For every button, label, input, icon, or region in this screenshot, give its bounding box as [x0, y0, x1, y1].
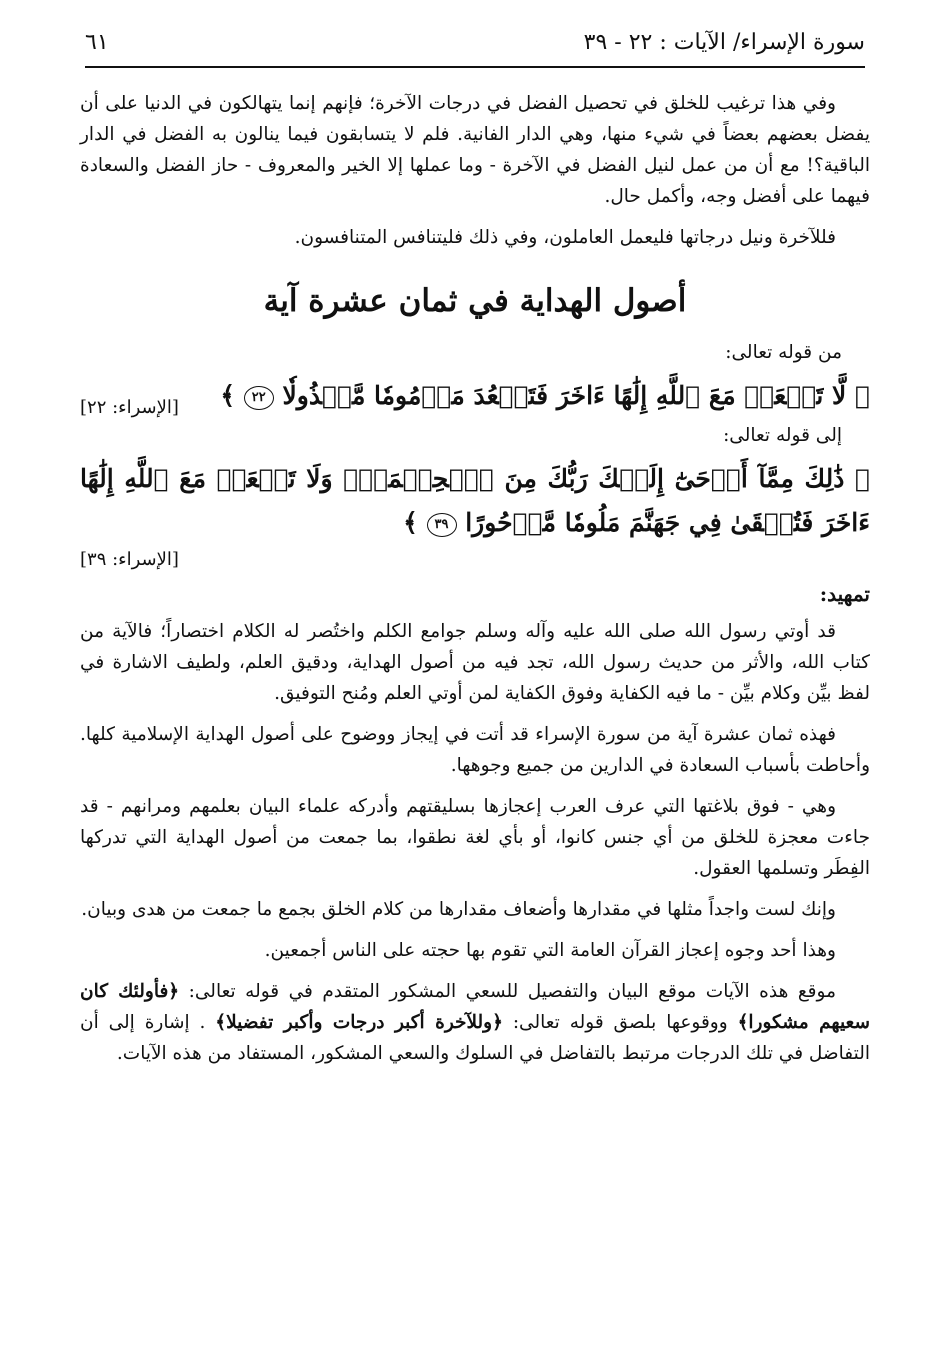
- page-header: [85, 30, 865, 66]
- quran-verse: [220, 374, 870, 418]
- paragraph-text: ووقوعها بلصق قوله تعالى:: [512, 1012, 728, 1033]
- verse-close-bracket: ﴾: [220, 381, 236, 410]
- paragraph-text: موقع هذه الآيات موقع البيان والتفصيل للسعي المشكور المتقدم في قوله تعالى:: [188, 981, 836, 1002]
- ayah-number-marker: ٣٩: [427, 513, 457, 537]
- verse-intro: من قوله تعالى:: [725, 342, 842, 363]
- section-title: أصول الهداية في ثمان عشرة آية: [263, 283, 687, 319]
- page-body: [80, 88, 870, 1079]
- paragraph: قد أوتي رسول الله صلى الله عليه وآله وسلم جوامع الكلم واختُصر له الكلام اختصاراً؛ فالآية من كتاب الله، والأثر من حديث رسول الله، تجد فيه من أصول الهداية، ودقيق العلم، ولطيف الاشارة في لفظ بيِّن وكلام بيِّن - ما فيه الكفاية وفوق الكفاية لمن أوتي العلم ومُنح التوفيق.: [80, 621, 870, 704]
- header-rule: [85, 66, 865, 68]
- paragraph: فللآخرة ونيل درجاتها فليعمل العاملون، وفي ذلك فليتنافس المتنافسون.: [294, 227, 836, 248]
- paragraph: وهي - فوق بلاغتها التي عرف العرب إعجازها بسليقتهم وأدركه علماء البيان بعلمهم ومرانهم - قد جاءت معجزة للخلق من أي جنس كانوا، أو بأي لغة نطقوا، بما جمعت من أصول الهداية التي تدركها الفِطَر وتسلمها العقول.: [80, 796, 870, 879]
- verse-close-bracket: ﴾: [403, 508, 418, 537]
- verse-intro: إلى قوله تعالى:: [723, 425, 842, 446]
- verse-row: [80, 368, 870, 418]
- page-number: ٦١: [85, 30, 109, 55]
- quran-verse: [80, 457, 870, 545]
- paragraph: وإنك لست واجداً مثلها في مقدارها وأضعاف مقدارها من كلام الخلق بجمع ما جمعت من هدى وبيان.: [81, 899, 836, 920]
- quoted-verse: ﴿فأولئك كان سعيهم مشكورا﴾: [80, 981, 870, 1033]
- paragraph: وفي هذا ترغيب للخلق في تحصيل الفضل في درجات الآخرة؛ فإنهم إنما يتهالكون في الدنيا على أن يفضل بعضهم بعضاً في شيء منها، وهي الدار الفانية. فلم لا يتسابقون فيما ينالون به الفضل في الدار الباقية؟! مع أن من عمل لنيل الفضل في الآخرة - وما عملها إلا الخير والمعروف - حاز الفضل والسعادة فيهما على أفضل وجه، وأكمل حال.: [80, 93, 870, 207]
- paragraph: [80, 976, 870, 1069]
- ayah-number-marker: ٢٢: [244, 386, 274, 410]
- running-title: سورة الإسراء/ الآيات : ٢٢ - ٣٩: [583, 30, 865, 55]
- verse-reference: [الإسراء: ٣٩]: [80, 549, 179, 570]
- paragraph: وهذا أحد وجوه إعجاز القرآن العامة التي تقوم بها حجته على الناس أجمعين.: [264, 940, 836, 961]
- quoted-verse: ﴿وللآخرة أكبر درجات وأكبر تفضيلا﴾: [215, 1012, 503, 1033]
- paragraph-text: . إشارة إلى أن التفاضل في تلك الدرجات مرتبط بالتفاضل في السلوك والسعي المشكور، المستفاد من هذه الآيات.: [80, 1012, 870, 1064]
- verse-text: ﴿ لَّا تَجۡعَلۡ مَعَ ٱللَّهِ إِلَٰهًا ءَاخَرَ فَتَقۡعُدَ مَذۡمُومٗا مَّخۡذُولٗا: [282, 381, 870, 410]
- paragraph: فهذه ثمان عشرة آية من سورة الإسراء قد أتت في إيجاز ووضوح على أصول الهداية الإسلامية كلها. وأحاطت بأسباب السعادة في الدارين من جميع وجوهها.: [80, 724, 870, 776]
- verse-reference: [الإسراء: ٢٢]: [80, 397, 179, 418]
- verse-reference-row: [80, 549, 870, 570]
- verse-text: ﴿ ذَٰلِكَ مِمَّآ أَوۡحَىٰٓ إِلَيۡكَ رَبُّكَ مِنَ ٱلۡحِكۡمَةِۗ وَلَا تَجۡعَلۡ مَعَ ٱللَّهِ إِلَٰهًا ءَاخَرَ فَتُلۡقَىٰ فِي جَهَنَّمَ مَلُومٗا مَّدۡحُورًا: [80, 464, 870, 537]
- tamhid-heading: تمهيد:: [819, 582, 870, 606]
